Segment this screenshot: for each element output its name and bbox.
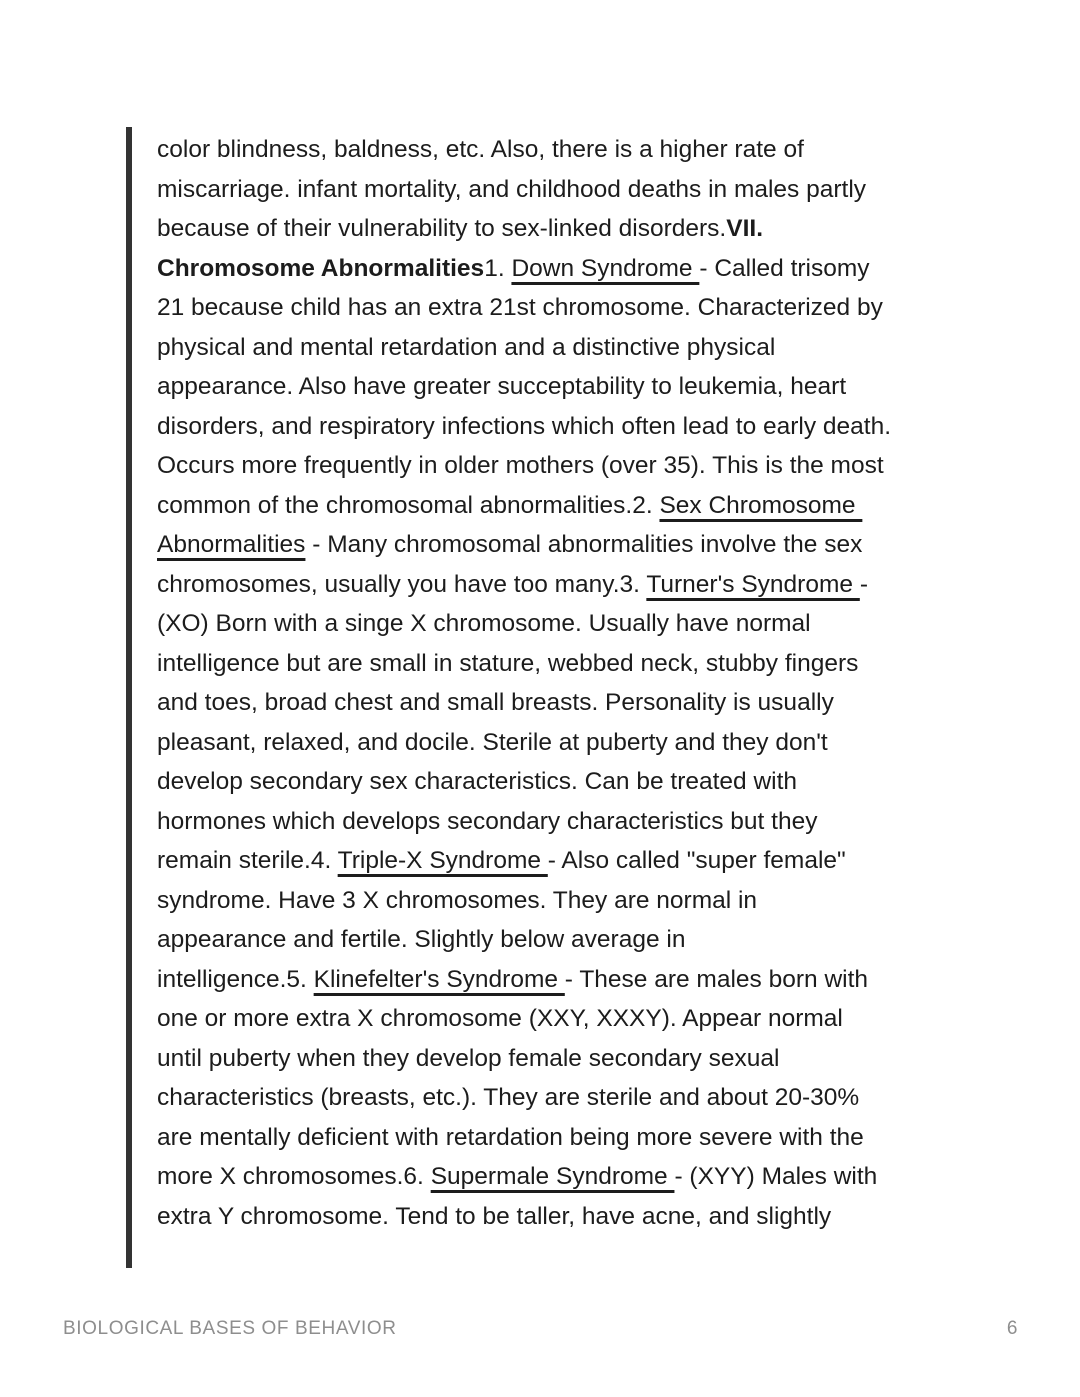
text-segment: intelligence.5. (157, 965, 314, 993)
text-segment: extra Y chromosome. Tend to be taller, have acne, and slightly (157, 1202, 832, 1230)
text-line (157, 249, 967, 289)
text-segment: Klinefelter's Syndrome (313, 965, 565, 993)
text-segment: and toes, broad chest and small breasts. Personality is usually (157, 689, 834, 716)
text-line (157, 209, 967, 249)
text-line (157, 604, 967, 644)
text-segment: intelligence but are small in stature, webbed neck, stubby fingers (157, 649, 859, 677)
text-segment: until puberty when they develop female secondary sexual (157, 1044, 780, 1072)
text-line (157, 960, 967, 1000)
text-segment: Triple-X Syndrome (337, 847, 548, 874)
text-line (157, 1078, 967, 1118)
text-segment: color blindness, baldness, etc. Also, there is a higher rate of (157, 136, 804, 163)
text-segment: one or more extra X chromosome (XXY, XXXY). Appear normal (157, 1005, 843, 1032)
text-segment: 21 because child has an extra 21st chromosome. Characterized by (157, 294, 883, 321)
text-segment: - (XYY) Males with (674, 1163, 878, 1190)
text-line (157, 644, 967, 684)
text-line (157, 1039, 967, 1079)
text-line (157, 1118, 967, 1158)
text-line (157, 565, 967, 605)
text-line (157, 683, 967, 723)
text-segment: Supermale Syndrome (430, 1163, 675, 1190)
text-segment: - These are males born with (564, 965, 869, 993)
text-line (157, 1197, 967, 1237)
quote-block (126, 127, 967, 1268)
text-segment: Occurs more frequently in older mothers (over 35). This is the most (157, 452, 884, 479)
text-segment: physical and mental retardation and a distinctive physical (157, 333, 776, 361)
text-segment: hormones which develops secondary characteristics but they (157, 807, 818, 835)
text-segment: Turner's Syndrome (646, 570, 860, 598)
text-segment: common of the chromosomal abnormalities.2. (157, 491, 660, 519)
text-line (157, 407, 967, 447)
text-line (157, 288, 967, 328)
text-line (157, 367, 967, 407)
text-segment: pleasant, relaxed, and docile. Sterile at puberty and they don't (157, 728, 828, 756)
text-segment: - Also called "super female" (547, 847, 846, 874)
text-segment: characteristics (breasts, etc.). They are sterile and about 20-30% (157, 1084, 860, 1111)
text-line (157, 723, 967, 763)
text-segment: remain sterile.4. (157, 847, 338, 874)
text-line (157, 170, 967, 210)
text-segment: disorders, and respiratory infections which often lead to early death. (157, 412, 892, 440)
text-line (157, 841, 967, 881)
quote-content (157, 130, 967, 1236)
text-segment: - (859, 570, 868, 598)
text-segment: syndrome. Have 3 X chromosomes. They are normal in (157, 886, 758, 914)
text-line (157, 999, 967, 1039)
text-line (157, 328, 967, 368)
text-line (157, 881, 967, 921)
text-line (157, 446, 967, 486)
text-line (157, 525, 967, 565)
text-segment: - Called trisomy (699, 254, 870, 282)
text-segment: miscarriage. infant mortality, and childhood deaths in males partly (157, 175, 867, 203)
text-segment: because of their vulnerability to sex-linked disorders. (157, 215, 727, 242)
footer-page-number: 6 (1006, 1318, 1018, 1339)
text-segment: appearance and fertile. Slightly below average in (157, 926, 686, 953)
text-segment: develop secondary sex characteristics. Can be treated with (157, 768, 798, 795)
text-segment: Chromosome Abnormalities (157, 254, 485, 282)
text-line (157, 1157, 967, 1197)
text-line (157, 920, 967, 960)
text-line (157, 762, 967, 802)
text-segment: 1. (484, 254, 512, 282)
text-segment: Sex Chromosome (659, 491, 863, 519)
page-footer (63, 1318, 1018, 1340)
text-segment: more X chromosomes.6. (157, 1163, 431, 1190)
text-segment: chromosomes, usually you have too many.3. (157, 570, 647, 598)
text-segment: VII. (726, 215, 763, 242)
footer-title: BIOLOGICAL BASES OF BEHAVIOR (63, 1318, 397, 1339)
text-line (157, 130, 967, 170)
text-segment: Abnormalities (157, 531, 306, 558)
text-segment: appearance. Also have greater succeptability to leukemia, heart (157, 373, 847, 400)
text-line (157, 802, 967, 842)
text-segment: (XO) Born with a singe X chromosome. Usually have normal (157, 610, 811, 637)
text-segment: - Many chromosomal abnormalities involve the sex (305, 531, 863, 558)
text-segment: are mentally deficient with retardation being more severe with the (157, 1123, 864, 1151)
text-line (157, 486, 967, 526)
text-segment: Down Syndrome (511, 254, 700, 282)
